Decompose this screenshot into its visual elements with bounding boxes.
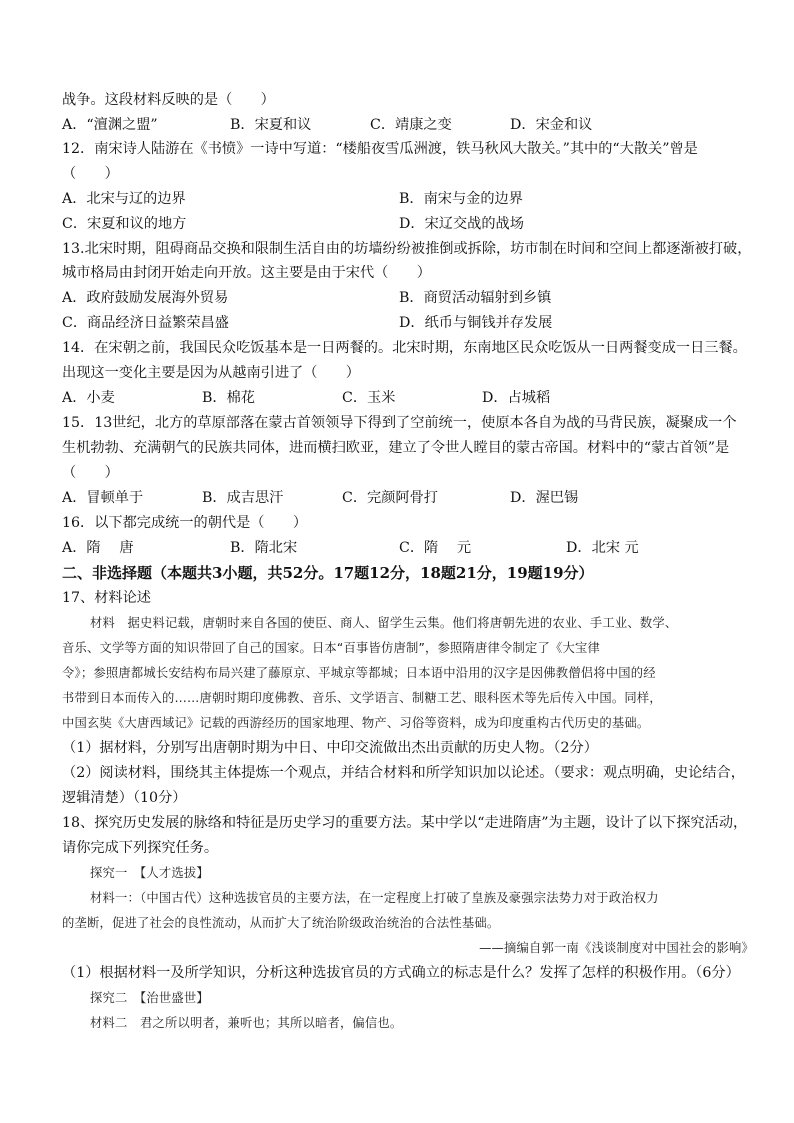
q13-stem: 13.北宋时期，阻碍商品交换和限制生活自由的坊墙纷纷被推倒或拆除，坊市制在时间和空间上都逐渐被打破， bbox=[62, 241, 752, 257]
q16-stem: 16．以下都完成统一的朝代是（ ） bbox=[62, 515, 308, 531]
q18-explore2-heading: 探究二 【治世盛世】 bbox=[90, 991, 209, 1005]
q16-option-a: A．隋 唐 bbox=[62, 540, 134, 556]
q14-option-b: B．棉花 bbox=[202, 390, 255, 406]
q14-option-a: A．小麦 bbox=[62, 390, 115, 406]
q14-option-c: C．玉米 bbox=[342, 390, 396, 406]
q16-option-b: B．隋北宋 bbox=[230, 540, 298, 556]
q15-option-a: A．冒顿单于 bbox=[62, 490, 144, 506]
q11-option-b: B．宋夏和议 bbox=[230, 117, 312, 133]
q12-option-b: B．南宋与金的边界 bbox=[399, 191, 523, 207]
q18-stem: 18、探究历史发展的脉络和特征是历史学习的重要方法。某中学以“走进隋唐”为主题，设计了以下探究活动， bbox=[62, 815, 748, 831]
q15-stem-paren: （ ） bbox=[62, 465, 119, 481]
q18-material1-source: ——摘编自郭一南《浅谈制度对中国社会的影响》 bbox=[479, 941, 754, 955]
q18-material1-line: 材料一：（中国古代）这种选拔官员的主要方法，在一定程度上打破了皇族及豪强宗法势力对于政治权力 bbox=[90, 891, 659, 905]
q15-option-d: D．渥巴锡 bbox=[510, 490, 579, 506]
q17-sub2: （2）阅读材料，围绕其主体提炼一个观点，并结合材料和所学知识加以论述。（要求：观点明确，史论结合， bbox=[62, 765, 745, 781]
q17-sub2-cont: 逻辑清楚）（10分） bbox=[62, 790, 187, 806]
q16-option-d: D．北宋 元 bbox=[566, 540, 639, 556]
q11-tail: 战争。这段材料反映的是（ ） bbox=[62, 92, 275, 108]
section-heading: 二、非选择题（本题共3小题，共52分。17题12分，18题21分，19题19分） bbox=[62, 564, 594, 582]
q11-option-c: C．靖康之变 bbox=[370, 117, 452, 133]
q14-stem-2: 出现这一变化主要是因为从越南引进了（ ） bbox=[62, 365, 360, 381]
q11-option-d: D．宋金和议 bbox=[510, 117, 593, 133]
q17-material-line: 书带到日本而传入的……唐朝时期印度佛教、音乐、文学语言、制糖工艺、眼科医术等先后传入中国。同样， bbox=[62, 691, 662, 705]
q15-option-b: B．成吉思汗 bbox=[202, 490, 284, 506]
q18-stem-2: 请你完成下列探究任务。 bbox=[62, 840, 219, 856]
q12-option-d: D．宋辽交战的战场 bbox=[399, 216, 524, 232]
q17-material-line: 材料 据史料记载，唐朝时来自各国的使臣、商人、留学生云集。他们将唐朝先进的农业、手工业、数学、 bbox=[90, 616, 678, 630]
q12-stem: 12．南宋诗人陆游在《书愤》一诗中写道：“楼船夜雪瓜洲渡，铁马秋风大散关。”其中的“大散关”曾是 bbox=[62, 141, 698, 157]
q18-material1-line: 的垄断，促进了社会的良性流动，从而扩大了统治阶级政治统治的合法性基础。 bbox=[62, 916, 500, 930]
q13-stem-2: 城市格局由封闭开始走向开放。这主要是由于宋代（ ） bbox=[62, 265, 431, 281]
q13-option-d: D．纸币与铜钱并存发展 bbox=[399, 315, 553, 331]
q12-stem-paren: （ ） bbox=[62, 166, 119, 182]
q17-sub1: （1）据材料，分别写出唐朝时期为中日、中印交流做出杰出贡献的历史人物。（2分） bbox=[62, 740, 598, 756]
q17-title: 17、材料论述 bbox=[62, 590, 151, 606]
q15-stem: 15．13世纪，北方的草原部落在蒙古首领领导下得到了空前统一，使原本各自为战的马背民族，凝聚成一个 bbox=[62, 415, 737, 431]
q13-option-a: A．政府鼓励发展海外贸易 bbox=[62, 290, 229, 306]
q17-material-line: 音乐、文学等方面的知识带回了自己的国家。日本“百事皆仿唐制”，参照隋唐律令制定了《大宝律 bbox=[62, 641, 601, 655]
q13-option-c: C．商品经济日益繁荣昌盛 bbox=[62, 315, 229, 331]
q13-option-b: B．商贸活动辐射到乡镇 bbox=[399, 290, 552, 306]
q16-option-c: C．隋 元 bbox=[399, 540, 472, 556]
q18-explore1-heading: 探究一 【人才选拔】 bbox=[90, 866, 209, 880]
q18-sub1: （1）根据材料一及所学知识，分析这种选拔官员的方式确立的标志是什么？发挥了怎样的积极作用。（6分） bbox=[62, 965, 740, 981]
q12-option-a: A．北宋与辽的边界 bbox=[62, 191, 186, 207]
q15-option-c: C．完颜阿骨打 bbox=[342, 490, 438, 506]
q18-material2: 材料二 君之所以明者，兼听也；其所以暗者，偏信也。 bbox=[90, 1016, 403, 1030]
q17-material-line: 中国玄奘《大唐西域记》记载的西游经历的国家地理、物产、习俗等资料，成为印度重构古代历史的基础。 bbox=[62, 716, 650, 730]
q15-stem-2: 生机勃勃、充满朝气的民族共同体，进而横扫欧亚，建立了令世人瞠目的蒙古帝国。材料中的“蒙古首领”是 bbox=[62, 440, 730, 456]
q12-option-c: C．宋夏和议的地方 bbox=[62, 216, 187, 232]
q17-material-line: 令》；参照唐都城长安结构布局兴建了藤原京、平城京等都城；日本语中沿用的汉字是因佛教僧侣将中国的经 bbox=[62, 666, 656, 680]
q14-stem: 14．在宋朝之前，我国民众吃饭基本是一日两餐的。北宋时期，东南地区民众吃饭从一日两餐变成一日三餐。 bbox=[62, 340, 747, 356]
q11-option-a: A．“澶渊之盟” bbox=[62, 117, 158, 133]
q14-option-d: D．占城稻 bbox=[482, 390, 551, 406]
